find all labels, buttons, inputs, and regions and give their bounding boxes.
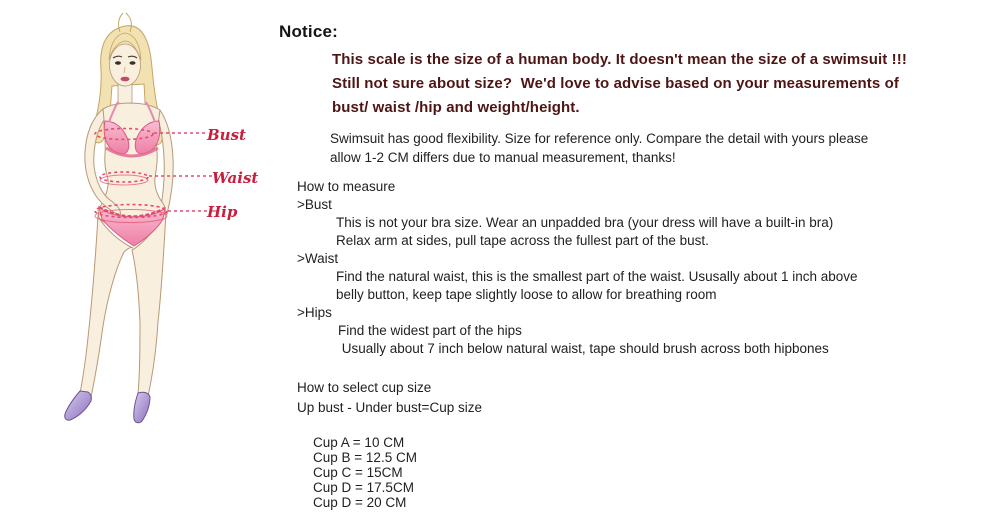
how-to-measure-heading: How to measure xyxy=(297,179,396,194)
intro-line-3: bust/ waist /hip and weight/height. xyxy=(332,99,580,116)
lips xyxy=(121,77,130,82)
waist-section-title: >Waist xyxy=(297,251,339,266)
cup-size-d: Cup D = 17.5CM xyxy=(313,480,414,495)
flexibility-line-1: Swimsuit has good flexibility. Size for reference only. Compare the detail with yours please xyxy=(330,131,869,146)
notice-heading: Notice: xyxy=(279,22,339,41)
bust-instruction-2: Relax arm at sides, pull tape across the fullest part of the bust. xyxy=(336,233,709,248)
waist-instruction-1: Find the natural waist, this is the smallest part of the waist. Ususally about 1 inch above xyxy=(336,269,858,284)
bust-label: Bust xyxy=(207,126,246,144)
right-shoe xyxy=(134,392,150,423)
bust-section-title: >Bust xyxy=(297,197,332,212)
cup-size-a: Cup A = 10 CM xyxy=(313,435,405,450)
bust-instruction-1: This is not your bra size. Wear an unpadded bra (your dress will have a built-in bra) xyxy=(336,215,834,230)
intro-line-1: This scale is the size of a human body. It doesn't mean the size of a swimsuit !!! xyxy=(332,51,907,68)
woman-sketch-illustration xyxy=(60,10,280,460)
hips-instruction-1: Find the widest part of the hips xyxy=(338,323,522,338)
body-measurement-figure xyxy=(60,10,280,460)
hip-label: Hip xyxy=(207,203,238,221)
cup-formula: Up bust - Under bust=Cup size xyxy=(297,400,482,415)
intro-line-2: Still not sure about size? We'd love to advise based on your measurements of xyxy=(332,75,899,92)
hips-instruction-2: Usually about 7 inch below natural waist, tape should brush across both hipbones xyxy=(338,341,829,356)
cup-sizes-row xyxy=(298,420,438,525)
left-shoe xyxy=(65,391,92,420)
waist-instruction-2: belly button, keep tape slightly loose to allow for breathing room xyxy=(336,287,717,302)
cup-size-d2: Cup D = 20 CM xyxy=(313,495,407,510)
cup-size-b: Cup B = 12.5 CM xyxy=(313,450,417,465)
waist-label: Waist xyxy=(212,169,259,187)
cup-size-heading: How to select cup size xyxy=(297,380,432,395)
hips-section-title: >Hips xyxy=(297,305,332,320)
flexibility-line-2: allow 1-2 CM differs due to manual measurement, thanks! xyxy=(330,150,676,165)
left-leg xyxy=(80,216,133,397)
cup-size-c: Cup C = 15CM xyxy=(313,465,403,480)
